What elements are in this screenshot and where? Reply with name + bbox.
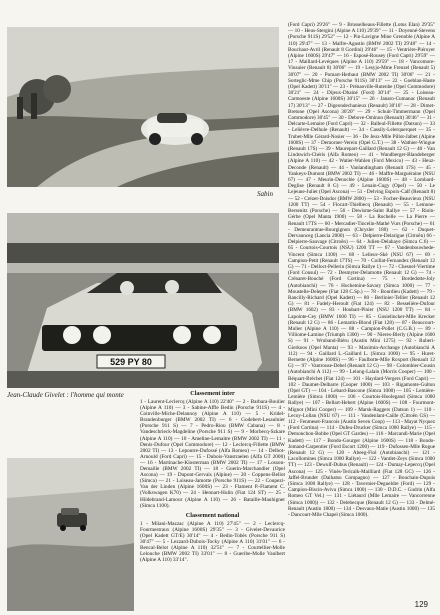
photo2-caption: Jean-Claude Givelet : l'homme qui monte xyxy=(7,391,124,399)
results-text: (Ford Capri) 29'26" — 9 - Brusselheaus-Fillette (Lotus Elan) 29'35" — 10 - Heus-Stergini (Alpine A 110) 29'39" — 11 - Doyenné-Stevens (Porsche 911S) 29'52" — 12 - Pin-Lavigne Mine Grenoble (Alpine A 110) 29'47" — 13 - Malfre-Agustin (BMW 2002 TI) 29'48" — 14 - Bouchaut-Avril (Renault 8 Gordini) 29'46" — 15 - Ventrière-Piéroyer (Alpine 1600S) 29'47" — 16 - Esposé-Rousey (Ford Capri) 29'59" — 17 - Maillard-Levéques (Alpine A 110) 29'59" — 18 - Vancomore-Vinsuier (Renault 8) 30'06" — 19 - Lesyjo-Mme Frenzel (Renault 5) 30'07" — 20 - Pomart-Herbaut (BMW 2002 TI) 30'06" — 21 - Sorteglic-Mme Chip (Porsche 911S) 30'13" — 22 - Goeblan-Haste (Opel Kadett) 30'11" — 23 - Prénaoville-Rutenbe (Opel Commodore) 30'21" — 24 - Dijeux-Dhainé (Ford) 30'14" — 25 - Loiseau-Carmoeste (Alpine 1600S) 30'15" — 26 - Janaro-Cumanac (Renault 17) 30'13" — 27 - Digeondechanieux (Renault) 30'16" — 28 - Dimet-Bretone (Opel Ascona) 30'20" — 29 - Schuit-Timmermann (Opel Commodore) 30'45" — 30 - Debove-Ominon (Renault) 30'46" — 31 - Delcarte-Lemaire (Ford Capri) — 32 - Balleul-Fillette (Datsun) — 33 - Lelièvre-Delhule (Renault) — 34 - Cassily-Lelerquerquet — 35 - Trubet-Mlle Gérard-Nosier — 36 - De Jeux-Mlle Pillot-Jalbet (Alpine 1600S) — 37 - Demorner-Verein (Opel G.T.) — 38 - Wathier-Wingue (Renault 17S) — 39 - Maurepart-Gaillard (Renault 12 G) — 40 - Van Lindswich-Chéris (Alfa Romeo) — 41 - Wandberger-Blandeberger (Alpine A 110) — 42 - Watier-Wahlen (Ford Mexico) — 43 - Heuz-Deconde (Renault) — 44 - Vanlandingham (Renault 17S) — 45 - Yankeys-Dumont (BMW 2002 TI) — 46 - Maffre-Marguéraine (NSU 67) — 47 - Meurin-Denoclée (Alpine 1600S) — 48 - Lombard-Deglise (Renault 8 G) — 49 - Lenain-Cugy (Opel) — 50 - Le Lejeune-Juliet (Opel Ascona) — 51 - Delving Espoix-Calf (Renault 8) — 52 - Crézet-Doisdor (BMW 2800) — 53 - Focher-Beauvieux (NSU 1200 TT) — 54 - Flocart-Thielbecq (Renault) — 55 - Lemone-Bersenitz (Porsche) — 56 - Dewisme-Saint Rallye — 57 - Rioin-Gérbe (Opel Manta 1900) — 58 - La Rochelle — La Pierre — Renault 17TS — 60 - Mercadier-Tincelin-Mathé Vurs (Porsche) — 61 - Demeurantrae-Bourgignon (Chrysler 180) — 62 - Duquet-Dervaunceg (Lancia 2000) — 63 - Delpierre-Delarigue (Citroën) 66 - Delpierre-Sauvage (Citroën) — 64 - Julien-Delahaye (Simca C.6) — 65 - Courtois-Courtois (NSU) 1200 TT — 67 - Vandenbouwhede-Vincent (Simca 1100) — 68 - Lelieuv-Skè (NSU 67) — 69 - Campion-Petit (Renault 17TS) — 70 - Coillat-Fernandez (Renault 12 G) — 71 - Delloct-Pellerin (Simca Rallye 1) — 72 - Chesnel-Viertime (Ford Consul) — 72 - Desmyter-Delamotte (Renault 12 G) — 74 - Crénaret-Bouché (Ford Cortina) — 75 - Bordedotte-Joly (Autobianchi) — 76 - Hochemine-Savary (Simca 1000) — 77 - Moustelle-Delepee (Fiat 128 C.Sp.) — 78 - Bourdieu (Kadett) — 79 - Rancilly-Richard (Opel Kadett) — 80 - Berlinier-Tellier (Renault 12 G) — 81 - Fadely-Heroult (Fiat 124) — 82 - Besselière-Dufour (BMW 1602) — 83 - Houbart-Pinier (NSU 1200 TT) — 84 - Lapointe-Cey (BMW 1600 TI) — 85 - Gosielincker-Mlle Krecker (Renault 12 G) — 86 - Lemartin-Blond (Fiat 128) — 87 - Beaucourt-Mulier (Alpine A 110) — 88 - Campion-Pollet (C.G.B.) — 89 - Villiome-Lamine (Triumph 1300) — 90 - Nieres-Blerly (Alpine 1600 S) — 91 - Wruband-Biéru (Austin Mini 1275) — 92 - Ruberi-Gierkoos (Opel Manta) — 93 - Maximin-Archange (Autobianchi A 112) — 94 - Gaillard L.-Gaillard L. (Simca 1000) — 95 - Huret-Bernette (Alpine 1600S) — 96 - Faulbotte-Mlle Roxport (Renault 12 G) — 97 - Vantrouse-Debel (Renault 12 G) — 98 - Colombier-Cousin (Autobianchi A 112) — 99 - Lelong-Lalain (Morris Cooper) — 100 - Béquart-Bréchet (Fiat 124) — 101 - Haydard-Vergers (Ford Capri) — 102 - Daumet-Delbarre (Cooper 1000) — 103 - Rigamonte-Gulton (Opel GT) — 104 - Lebard-Bascone (Simca 1000) — 105 - Lemière-Lemière (Simca 1000) — 106 - Courtois-Hoolegand (Simca 1000 Rallye) — 107 - Bellart-Hebert (Alpine 1600S) — 108 - Fourmont-Mignot (Mini Cooper) — 109 - Marsk-Raggers (Datsun 1) — 110 - Lecoy-Lollan (NSU 67) — 111 - Vandenlant-Caille (Citroën GS) — 112 - Fenmeset-Francois (Austin Seven Coop) — 113 - Mayat Nyquez (Ford Cortina) — 114 - Dufeu-Drucker (Simca 1000 Rallye) — 115 - Demonchon-Bobbe (Opel GT Gardes) — 116 - Marcandi-Marie (Opel Kadett) — 117 - Bondo-Gourger (Alpine 1600S) — 118 - Bondo-Jomand-Carpentier (Ford Escort 1200) — 119 - Dufossen-Mlle Rogue (Renault 12 G) — 120 - Abeeg-Fiol (Autobianchi) — 121 - Lacollomines (Simca 1000 Rallye) — 122 - Vantlet-Zeys (Simca 1000 TT) — 123 - Dewulf-Dubus (Renault) — 124 - Dumay-Lepercq (Opel Ascona) — 125 - Vinès-Tericalk-Mailliard (Fiat 128 GC) — 126 - Jaffel-Brundet (Daihatsu Compagno) — 127 - Bouchain-Dupuis (Simca 1000 Rallye) — 128 - Tavernier-Degueldre (Ford) — 129 - Campion-Biscin-Aviva (Simca 1000) — 130 - D.D.C. - Gudrin (Alfa Romeo GT Vel.) — 131 - Liétaurd (Mlle Lemaire — Vancorrenne (Simca 1000)) — 132 - Delebecque (Renault 12 G) — 133 - Delmé-Renault (Austin 1800) — 134 - Desvaux-Matie (Austin 1000) — 135 - Dancourt-Mlle Chapel (Simca 1000). xyxy=(288,22,435,519)
classement-inter-body: 1 - Laurent-Leclercq (Alpine A 110) 22'40" — 2 - Barbara-Boulier (Alpine A 110) — 3 - Sabine-Affle Bedin (Porsche 911S) — 4 - Coinville-Miche-Delannoy (Alpine A 110) — 5 - Kridel-Brandenburger (BMW 2002 TI) — 6 - Godebert-Lesaulnier (Porsche 911 S) — 7 - Pedro-Riou (BMW Cabana) — 8 - Vandeschrieck-Magdeline (Porsche 911 S) — 9 - Morbecq-Szkare (Alpine A 110) — 10 - Ameline-Lemaitre (BMW 2002 TI) — 11 - Denis-Dufour (Opel Commodore) — 12 - Leclercq-Fillette (BMW 2002 TI) — 13 - Lepoutre-Dufossé (Alfa Romeo) — 14 - Delbot-Arnould (Ford Capri) — 15 - Dubois-Vanstraelen (Alfa GT 2000) — 16 - Martinache-Klosterman (BMW 2002 TI) — 17 - Losson-Demaille (BMW 2002 TI) — 18 - Guerin-Marchandier (Opel Ascona) — 19 - Dupont-Gervais (Alpine) — 20 - Coppens-Bellot (Simca) — 21 - Loiseau-Jamotte (Porsche 911S) — 22 - Coupezi-Van der Linden (Alpine 1600S) — 23 - Flament P.-Flament C. (Volkswagen K70) — 24 - Hennart-Hulin (Fiat 124 ST) — 25 - Hildebrand-Lamour (Alpine A 110) — 26 - Bataille-Mauhigner (Simca 1100). xyxy=(140,399,285,509)
classement-national-body: 1 - Milani-Mazzac (Alpine A 110) 27'45" — 2 - Leclercq-Fourmestraux (Alpine 1600S) 29'35" — 3 - Givelet-Devaurice (Opel Kadett GT/E) 30'14" — 4 - Bedin-Tobès (Porsche 911 S) 30'47" — 5 - Lezzard-Dubois-Tocky (Alpine A 110) 31'01" — 6 - Bencal-Belot (Alpine A 110) 32'51" — 7 - Courtellier-Molle Lelouche (BMW 2002 TI) 33'01" — 8 - Gueribe-Molle Vaulbert (Alpine A 110) 33'14". xyxy=(140,520,285,564)
rally-photo-kadett xyxy=(7,213,279,388)
rally-photo-porsche xyxy=(7,27,279,187)
classement-inter-title: Classement inter xyxy=(190,390,235,397)
page-number: 129 xyxy=(414,600,428,609)
photo-illustration xyxy=(7,27,279,187)
license-plate: 529 PY 80 xyxy=(110,357,152,367)
classement-section xyxy=(140,390,285,615)
classement-national-title: Classement national xyxy=(185,511,240,519)
rally-photo-small xyxy=(7,458,134,611)
photo-illustration xyxy=(7,458,134,611)
photo1-caption: Sabin xyxy=(257,190,273,198)
results-column xyxy=(288,22,435,592)
